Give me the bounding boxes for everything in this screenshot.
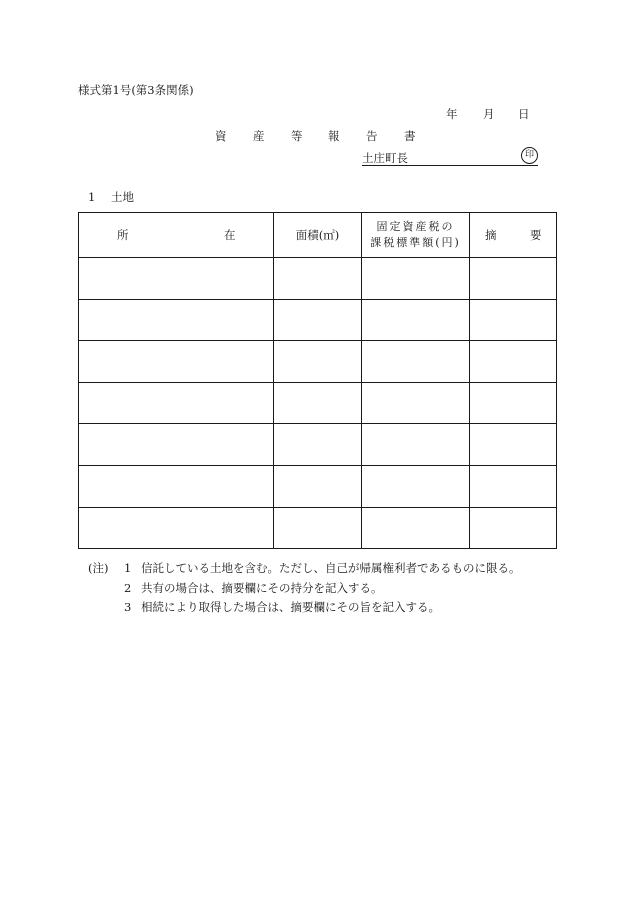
remarks-cell[interactable] xyxy=(470,507,557,549)
note-number: 2 xyxy=(124,580,132,595)
seal-mark: 印 xyxy=(521,147,538,164)
tax-base-cell[interactable] xyxy=(362,258,470,300)
section-label: 土地 xyxy=(110,190,134,204)
area-cell[interactable] xyxy=(274,465,362,507)
addressee-line xyxy=(362,150,538,166)
section-number: 1 xyxy=(88,190,96,204)
location-cell[interactable] xyxy=(79,341,274,383)
table-header-row xyxy=(79,213,557,258)
table-row xyxy=(79,258,557,300)
remarks-cell[interactable] xyxy=(470,299,557,341)
header-area: 面積(㎡) xyxy=(274,213,362,258)
remarks-cell[interactable] xyxy=(470,382,557,424)
header-remarks xyxy=(470,213,557,258)
tax-base-cell[interactable] xyxy=(362,465,470,507)
area-cell[interactable] xyxy=(274,258,362,300)
area-cell[interactable] xyxy=(274,507,362,549)
note-number: 1 xyxy=(124,561,132,575)
note-text: 共有の場合は、摘要欄にその持分を記入する。 xyxy=(141,580,383,595)
title-char: 資 xyxy=(215,129,227,143)
date-year-label: 年 xyxy=(446,107,458,121)
note-text: 相続により取得した場合は、摘要欄にその旨を記入する。 xyxy=(141,600,440,614)
area-cell[interactable] xyxy=(274,382,362,424)
header-location xyxy=(79,213,274,258)
header-remarks-char: 摘 xyxy=(485,228,497,242)
header-tax-base xyxy=(362,213,470,258)
remarks-cell[interactable] xyxy=(470,424,557,466)
title-char: 告 xyxy=(366,129,378,143)
form-number: 様式第1号(第3条関係) xyxy=(78,83,194,97)
table-row xyxy=(79,424,557,466)
tax-base-cell[interactable] xyxy=(362,382,470,424)
remarks-cell[interactable] xyxy=(470,465,557,507)
area-cell[interactable] xyxy=(274,299,362,341)
title-char: 書 xyxy=(404,129,416,143)
note-text: 信託している土地を含む。ただし、自己が帰属権利者であるものに限る。 xyxy=(141,561,521,575)
area-cell[interactable] xyxy=(274,424,362,466)
area-cell[interactable] xyxy=(274,341,362,383)
table-row xyxy=(79,341,557,383)
location-cell[interactable] xyxy=(79,465,274,507)
location-cell[interactable] xyxy=(79,299,274,341)
table-row xyxy=(79,299,557,341)
location-cell[interactable] xyxy=(79,382,274,424)
note-number: 3 xyxy=(124,600,132,614)
header-tax-base-line1: 固定資産税の xyxy=(376,220,455,233)
tax-base-cell[interactable] xyxy=(362,507,470,549)
table-row xyxy=(79,382,557,424)
header-remarks-char: 要 xyxy=(530,228,542,242)
land-table xyxy=(78,212,557,549)
header-location-char: 所 xyxy=(117,228,129,242)
remarks-cell[interactable] xyxy=(470,341,557,383)
notes-label: (注) xyxy=(88,561,109,575)
location-cell[interactable] xyxy=(79,258,274,300)
tax-base-cell[interactable] xyxy=(362,299,470,341)
title-char: 産 xyxy=(253,129,265,143)
title-char: 等 xyxy=(291,129,303,143)
table-row xyxy=(79,507,557,549)
location-cell[interactable] xyxy=(79,507,274,549)
header-location-char: 在 xyxy=(224,228,236,242)
title-char: 報 xyxy=(328,129,340,143)
date-month-label: 月 xyxy=(483,107,495,121)
tax-base-cell[interactable] xyxy=(362,341,470,383)
header-tax-base-line2: 課税標準額(円) xyxy=(370,236,461,249)
section-heading xyxy=(88,189,134,205)
tax-base-cell[interactable] xyxy=(362,424,470,466)
remarks-cell[interactable] xyxy=(470,258,557,300)
date-day-label: 日 xyxy=(518,107,530,121)
location-cell[interactable] xyxy=(79,424,274,466)
table-row xyxy=(79,465,557,507)
addressee-name: 土庄町長 xyxy=(362,151,408,165)
